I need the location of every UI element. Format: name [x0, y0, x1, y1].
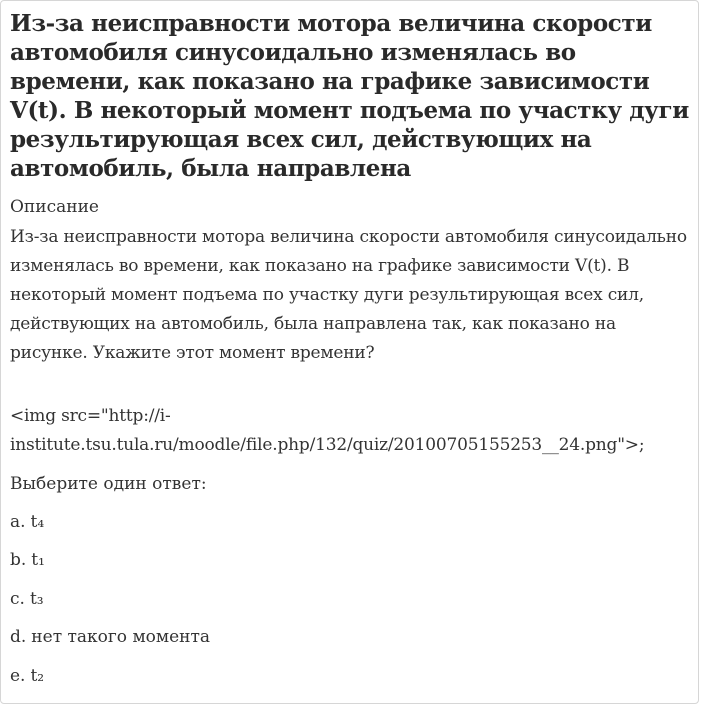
- answer-letter: b.: [10, 550, 27, 570]
- answer-letter: d.: [10, 627, 27, 647]
- description-text: Из-за неисправности мотора величина скорости автомобиля синусоидально изменялась во времени, как показано на графике зависимости V(t). В некоторый момент подъема по участку дуги результирующая всех сил, действующих на автомобиль, была направлена так, как показано на рисунке. Укажите этот момент времени?: [10, 227, 687, 363]
- answer-letter: c.: [10, 589, 25, 609]
- answer-letter: e.: [10, 666, 26, 686]
- answer-text: t₃: [29, 589, 44, 609]
- answer-letter: a.: [10, 512, 26, 532]
- description-label: Описание: [10, 197, 99, 217]
- answer-text: t₄: [30, 512, 45, 532]
- answer-text: t₁: [31, 550, 45, 570]
- answer-option-a[interactable]: [10, 508, 44, 536]
- answer-option-c[interactable]: [10, 585, 44, 613]
- answer-option-d[interactable]: [10, 623, 210, 651]
- answer-option-e[interactable]: [10, 662, 44, 690]
- answer-option-b[interactable]: [10, 546, 45, 574]
- question-title: Из-за неисправности мотора величина скорости автомобиля синусоидально изменялась во времени, как показано на графике зависимости V(t). В некоторый момент подъема по участку дуги результирующая всех сил, действующих на автомобиль, была направлена: [10, 10, 689, 182]
- image-code-text: <img src="http://i-institute.tsu.tula.ru/moodle/file.php/132/quiz/20100705155253__24.png">;: [10, 406, 645, 455]
- answer-prompt: Выберите один ответ:: [10, 474, 207, 494]
- answer-text: нет такого момента: [31, 627, 211, 647]
- answer-text: t₂: [30, 666, 45, 686]
